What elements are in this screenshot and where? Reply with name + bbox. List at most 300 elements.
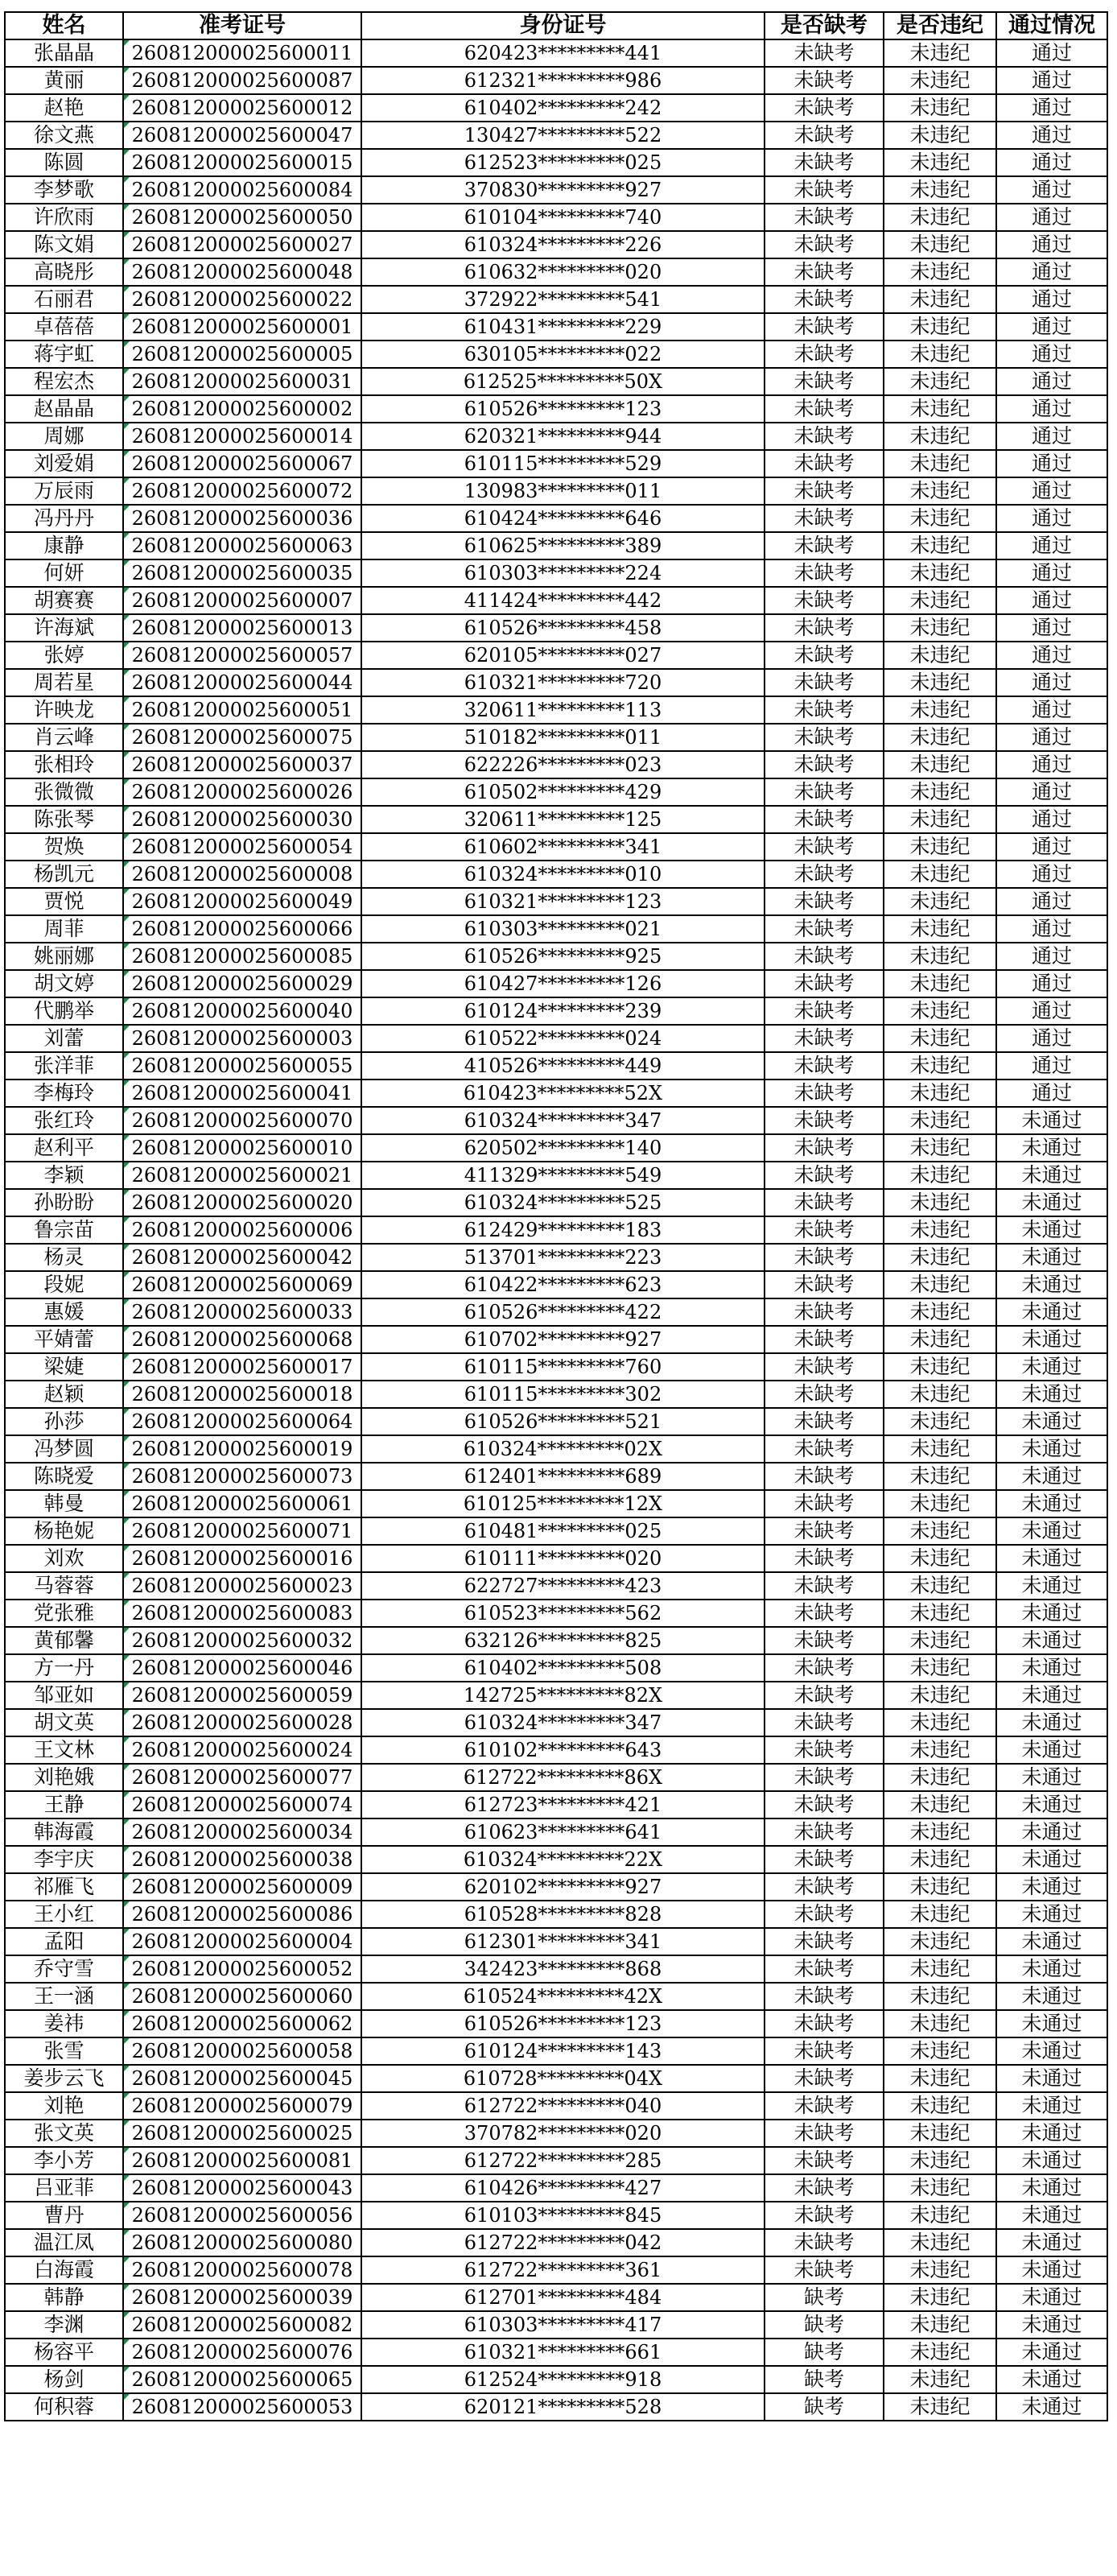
table-row[interactable] bbox=[5, 669, 1107, 696]
cell-name[interactable]: 许映龙 bbox=[5, 696, 123, 724]
cell-name[interactable]: 韩曼 bbox=[5, 1490, 123, 1517]
cell-cert-number[interactable]: 260812000025600018 bbox=[123, 1381, 361, 1408]
cell-id-number[interactable]: 610422*********623 bbox=[361, 1271, 765, 1298]
cell-name[interactable]: 徐文燕 bbox=[5, 122, 123, 149]
cell-cert-number[interactable]: 260812000025600041 bbox=[123, 1080, 361, 1107]
cell-cert-number[interactable]: 260812000025600058 bbox=[123, 2037, 361, 2065]
cell-cert-number[interactable]: 260812000025600078 bbox=[123, 2256, 361, 2284]
cell-id-number[interactable]: 610115*********529 bbox=[361, 450, 765, 477]
cell-absent[interactable]: 未缺考 bbox=[765, 1928, 884, 1955]
cell-violation[interactable]: 未违纪 bbox=[884, 696, 996, 724]
cell-absent[interactable]: 缺考 bbox=[765, 2393, 884, 2421]
cell-violation[interactable]: 未违纪 bbox=[884, 1052, 996, 1080]
cell-cert-number[interactable]: 260812000025600045 bbox=[123, 2065, 361, 2092]
table-row[interactable] bbox=[5, 778, 1107, 806]
cell-id-number[interactable]: 622727*********423 bbox=[361, 1572, 765, 1600]
cell-id-number[interactable]: 610321*********720 bbox=[361, 669, 765, 696]
cell-id-number[interactable]: 610324*********525 bbox=[361, 1189, 765, 1216]
cell-name[interactable]: 杨艳妮 bbox=[5, 1517, 123, 1545]
cell-id-number[interactable]: 610426*********427 bbox=[361, 2174, 765, 2202]
cell-pass-status[interactable]: 通过 bbox=[996, 806, 1107, 833]
cell-violation[interactable]: 未违纪 bbox=[884, 450, 996, 477]
cell-id-number[interactable]: 610124*********143 bbox=[361, 2037, 765, 2065]
cell-cert-number[interactable]: 260812000025600020 bbox=[123, 1189, 361, 1216]
column-header-pass-status[interactable]: 通过情况 bbox=[996, 12, 1107, 39]
cell-violation[interactable]: 未违纪 bbox=[884, 2174, 996, 2202]
cell-cert-number[interactable]: 260812000025600016 bbox=[123, 1545, 361, 1572]
cell-cert-number[interactable]: 260812000025600042 bbox=[123, 1244, 361, 1271]
cell-name[interactable]: 赵晶晶 bbox=[5, 395, 123, 423]
cell-id-number[interactable]: 610321*********661 bbox=[361, 2339, 765, 2366]
cell-absent[interactable]: 未缺考 bbox=[765, 2174, 884, 2202]
cell-name[interactable]: 曹丹 bbox=[5, 2202, 123, 2229]
table-row[interactable] bbox=[5, 2010, 1107, 2037]
table-row[interactable] bbox=[5, 1052, 1107, 1080]
cell-absent[interactable]: 未缺考 bbox=[765, 1134, 884, 1162]
cell-pass-status[interactable]: 未通过 bbox=[996, 1955, 1107, 1983]
cell-id-number[interactable]: 411329*********549 bbox=[361, 1162, 765, 1189]
cell-violation[interactable]: 未违纪 bbox=[884, 286, 996, 313]
cell-violation[interactable]: 未违纪 bbox=[884, 67, 996, 94]
cell-pass-status[interactable]: 通过 bbox=[996, 231, 1107, 258]
cell-absent[interactable]: 未缺考 bbox=[765, 1846, 884, 1873]
cell-cert-number[interactable]: 260812000025600052 bbox=[123, 1955, 361, 1983]
cell-violation[interactable]: 未违纪 bbox=[884, 1983, 996, 2010]
cell-id-number[interactable]: 612722*********86X bbox=[361, 1764, 765, 1791]
table-row[interactable] bbox=[5, 204, 1107, 231]
cell-cert-number[interactable]: 260812000025600009 bbox=[123, 1873, 361, 1901]
cell-absent[interactable]: 未缺考 bbox=[765, 1052, 884, 1080]
cell-pass-status[interactable]: 未通过 bbox=[996, 1600, 1107, 1627]
cell-violation[interactable]: 未违纪 bbox=[884, 368, 996, 395]
cell-name[interactable]: 代鹏举 bbox=[5, 997, 123, 1025]
cell-violation[interactable]: 未违纪 bbox=[884, 1873, 996, 1901]
cell-cert-number[interactable]: 260812000025600004 bbox=[123, 1928, 361, 1955]
cell-pass-status[interactable]: 未通过 bbox=[996, 1326, 1107, 1353]
cell-id-number[interactable]: 610526*********521 bbox=[361, 1408, 765, 1435]
cell-absent[interactable]: 未缺考 bbox=[765, 1572, 884, 1600]
table-row[interactable] bbox=[5, 39, 1107, 67]
cell-name[interactable]: 温江凤 bbox=[5, 2229, 123, 2256]
table-row[interactable] bbox=[5, 2284, 1107, 2311]
cell-id-number[interactable]: 610528*********828 bbox=[361, 1901, 765, 1928]
cell-violation[interactable]: 未违纪 bbox=[884, 915, 996, 943]
cell-violation[interactable]: 未违纪 bbox=[884, 1080, 996, 1107]
cell-name[interactable]: 冯丹丹 bbox=[5, 505, 123, 532]
cell-id-number[interactable]: 610402*********242 bbox=[361, 94, 765, 122]
cell-name[interactable]: 白海霞 bbox=[5, 2256, 123, 2284]
cell-pass-status[interactable]: 未通过 bbox=[996, 2366, 1107, 2393]
cell-absent[interactable]: 未缺考 bbox=[765, 2256, 884, 2284]
cell-violation[interactable]: 未违纪 bbox=[884, 477, 996, 505]
cell-name[interactable]: 陈晓爱 bbox=[5, 1463, 123, 1490]
cell-violation[interactable]: 未违纪 bbox=[884, 778, 996, 806]
cell-pass-status[interactable]: 未通过 bbox=[996, 1654, 1107, 1682]
table-row[interactable] bbox=[5, 587, 1107, 614]
cell-cert-number[interactable]: 260812000025600061 bbox=[123, 1490, 361, 1517]
cell-pass-status[interactable]: 通过 bbox=[996, 67, 1107, 94]
cell-name[interactable]: 姜步云飞 bbox=[5, 2065, 123, 2092]
cell-cert-number[interactable]: 260812000025600046 bbox=[123, 1654, 361, 1682]
cell-pass-status[interactable]: 未通过 bbox=[996, 2256, 1107, 2284]
cell-absent[interactable]: 未缺考 bbox=[765, 1682, 884, 1709]
cell-cert-number[interactable]: 260812000025600064 bbox=[123, 1408, 361, 1435]
table-row[interactable] bbox=[5, 2202, 1107, 2229]
cell-violation[interactable]: 未违纪 bbox=[884, 1463, 996, 1490]
cell-absent[interactable]: 未缺考 bbox=[765, 642, 884, 669]
cell-pass-status[interactable]: 未通过 bbox=[996, 1764, 1107, 1791]
cell-absent[interactable]: 未缺考 bbox=[765, 176, 884, 204]
table-row[interactable] bbox=[5, 1928, 1107, 1955]
cell-violation[interactable]: 未违纪 bbox=[884, 1107, 996, 1134]
cell-cert-number[interactable]: 260812000025600019 bbox=[123, 1435, 361, 1463]
cell-absent[interactable]: 未缺考 bbox=[765, 1764, 884, 1791]
cell-pass-status[interactable]: 未通过 bbox=[996, 2147, 1107, 2174]
cell-name[interactable]: 赵艳 bbox=[5, 94, 123, 122]
cell-absent[interactable]: 未缺考 bbox=[765, 970, 884, 997]
cell-violation[interactable]: 未违纪 bbox=[884, 1654, 996, 1682]
cell-absent[interactable]: 未缺考 bbox=[765, 1627, 884, 1654]
cell-id-number[interactable]: 612722*********040 bbox=[361, 2092, 765, 2120]
table-row[interactable] bbox=[5, 2256, 1107, 2284]
cell-name[interactable]: 李梦歌 bbox=[5, 176, 123, 204]
cell-absent[interactable]: 未缺考 bbox=[765, 559, 884, 587]
cell-pass-status[interactable]: 未通过 bbox=[996, 1216, 1107, 1244]
cell-pass-status[interactable]: 通过 bbox=[996, 915, 1107, 943]
cell-violation[interactable]: 未违纪 bbox=[884, 1791, 996, 1818]
cell-cert-number[interactable]: 260812000025600085 bbox=[123, 943, 361, 970]
cell-violation[interactable]: 未违纪 bbox=[884, 1189, 996, 1216]
table-row[interactable] bbox=[5, 1846, 1107, 1873]
cell-absent[interactable]: 未缺考 bbox=[765, 258, 884, 286]
cell-absent[interactable]: 未缺考 bbox=[765, 2202, 884, 2229]
cell-pass-status[interactable]: 通过 bbox=[996, 286, 1107, 313]
cell-absent[interactable]: 未缺考 bbox=[765, 1490, 884, 1517]
cell-violation[interactable]: 未违纪 bbox=[884, 2065, 996, 2092]
cell-name[interactable]: 李渊 bbox=[5, 2311, 123, 2339]
table-row[interactable] bbox=[5, 1682, 1107, 1709]
column-header-cert-number[interactable]: 准考证号 bbox=[123, 12, 361, 39]
cell-name[interactable]: 蒋宇虹 bbox=[5, 341, 123, 368]
table-row[interactable] bbox=[5, 1298, 1107, 1326]
table-row[interactable] bbox=[5, 1654, 1107, 1682]
cell-id-number[interactable]: 620105*********027 bbox=[361, 642, 765, 669]
cell-cert-number[interactable]: 260812000025600060 bbox=[123, 1983, 361, 2010]
cell-name[interactable]: 赵颖 bbox=[5, 1381, 123, 1408]
cell-name[interactable]: 乔守雪 bbox=[5, 1955, 123, 1983]
cell-pass-status[interactable]: 未通过 bbox=[996, 1791, 1107, 1818]
cell-pass-status[interactable]: 通过 bbox=[996, 642, 1107, 669]
cell-name[interactable]: 吕亚菲 bbox=[5, 2174, 123, 2202]
table-row[interactable] bbox=[5, 2065, 1107, 2092]
cell-id-number[interactable]: 410526*********449 bbox=[361, 1052, 765, 1080]
cell-id-number[interactable]: 620102*********927 bbox=[361, 1873, 765, 1901]
table-row[interactable] bbox=[5, 1435, 1107, 1463]
cell-violation[interactable]: 未违纪 bbox=[884, 861, 996, 888]
cell-cert-number[interactable]: 260812000025600050 bbox=[123, 204, 361, 231]
table-row[interactable] bbox=[5, 1353, 1107, 1381]
cell-cert-number[interactable]: 260812000025600015 bbox=[123, 149, 361, 176]
cell-cert-number[interactable]: 260812000025600057 bbox=[123, 642, 361, 669]
cell-violation[interactable]: 未违纪 bbox=[884, 122, 996, 149]
cell-cert-number[interactable]: 260812000025600079 bbox=[123, 2092, 361, 2120]
table-row[interactable] bbox=[5, 395, 1107, 423]
cell-cert-number[interactable]: 260812000025600007 bbox=[123, 587, 361, 614]
cell-name[interactable]: 韩静 bbox=[5, 2284, 123, 2311]
table-row[interactable] bbox=[5, 2311, 1107, 2339]
cell-absent[interactable]: 未缺考 bbox=[765, 1517, 884, 1545]
cell-violation[interactable]: 未违纪 bbox=[884, 1764, 996, 1791]
cell-id-number[interactable]: 610526*********458 bbox=[361, 614, 765, 642]
cell-id-number[interactable]: 610623*********641 bbox=[361, 1818, 765, 1846]
table-row[interactable] bbox=[5, 2037, 1107, 2065]
cell-violation[interactable]: 未违纪 bbox=[884, 2339, 996, 2366]
cell-pass-status[interactable]: 通过 bbox=[996, 176, 1107, 204]
cell-absent[interactable]: 未缺考 bbox=[765, 1600, 884, 1627]
cell-pass-status[interactable]: 未通过 bbox=[996, 1189, 1107, 1216]
cell-cert-number[interactable]: 260812000025600069 bbox=[123, 1271, 361, 1298]
cell-name[interactable]: 刘艳娥 bbox=[5, 1764, 123, 1791]
cell-pass-status[interactable]: 未通过 bbox=[996, 1928, 1107, 1955]
cell-violation[interactable]: 未违纪 bbox=[884, 1271, 996, 1298]
cell-name[interactable]: 杨灵 bbox=[5, 1244, 123, 1271]
cell-cert-number[interactable]: 260812000025600036 bbox=[123, 505, 361, 532]
cell-absent[interactable]: 未缺考 bbox=[765, 341, 884, 368]
cell-pass-status[interactable]: 通过 bbox=[996, 833, 1107, 861]
cell-cert-number[interactable]: 260812000025600017 bbox=[123, 1353, 361, 1381]
cell-pass-status[interactable]: 通过 bbox=[996, 505, 1107, 532]
cell-cert-number[interactable]: 260812000025600033 bbox=[123, 1298, 361, 1326]
cell-pass-status[interactable]: 通过 bbox=[996, 258, 1107, 286]
cell-cert-number[interactable]: 260812000025600001 bbox=[123, 313, 361, 341]
cell-id-number[interactable]: 630105*********022 bbox=[361, 341, 765, 368]
cell-id-number[interactable]: 372922*********541 bbox=[361, 286, 765, 313]
cell-id-number[interactable]: 370830*********927 bbox=[361, 176, 765, 204]
cell-cert-number[interactable]: 260812000025600032 bbox=[123, 1627, 361, 1654]
cell-id-number[interactable]: 632126*********825 bbox=[361, 1627, 765, 1654]
cell-violation[interactable]: 未违纪 bbox=[884, 2256, 996, 2284]
table-row[interactable] bbox=[5, 614, 1107, 642]
table-row[interactable] bbox=[5, 1134, 1107, 1162]
cell-absent[interactable]: 缺考 bbox=[765, 2339, 884, 2366]
cell-name[interactable]: 周菲 bbox=[5, 915, 123, 943]
cell-cert-number[interactable]: 260812000025600028 bbox=[123, 1709, 361, 1736]
cell-absent[interactable]: 未缺考 bbox=[765, 286, 884, 313]
cell-cert-number[interactable]: 260812000025600044 bbox=[123, 669, 361, 696]
cell-violation[interactable]: 未违纪 bbox=[884, 970, 996, 997]
cell-name[interactable]: 祁雁飞 bbox=[5, 1873, 123, 1901]
cell-absent[interactable]: 未缺考 bbox=[765, 1545, 884, 1572]
cell-absent[interactable]: 未缺考 bbox=[765, 1709, 884, 1736]
cell-violation[interactable]: 未违纪 bbox=[884, 1326, 996, 1353]
cell-violation[interactable]: 未违纪 bbox=[884, 559, 996, 587]
table-row[interactable] bbox=[5, 1189, 1107, 1216]
table-row[interactable] bbox=[5, 1627, 1107, 1654]
table-row[interactable] bbox=[5, 368, 1107, 395]
cell-name[interactable]: 张相玲 bbox=[5, 751, 123, 778]
cell-cert-number[interactable]: 260812000025600054 bbox=[123, 833, 361, 861]
cell-id-number[interactable]: 610324*********02X bbox=[361, 1435, 765, 1463]
table-row[interactable] bbox=[5, 1709, 1107, 1736]
cell-absent[interactable]: 未缺考 bbox=[765, 1955, 884, 1983]
cell-id-number[interactable]: 612723*********421 bbox=[361, 1791, 765, 1818]
cell-pass-status[interactable]: 未通过 bbox=[996, 2037, 1107, 2065]
table-row[interactable] bbox=[5, 997, 1107, 1025]
cell-name[interactable]: 黄丽 bbox=[5, 67, 123, 94]
table-row[interactable] bbox=[5, 1600, 1107, 1627]
cell-absent[interactable]: 未缺考 bbox=[765, 1216, 884, 1244]
cell-id-number[interactable]: 610402*********508 bbox=[361, 1654, 765, 1682]
table-row[interactable] bbox=[5, 1983, 1107, 2010]
cell-id-number[interactable]: 610111*********020 bbox=[361, 1545, 765, 1572]
cell-id-number[interactable]: 610728*********04X bbox=[361, 2065, 765, 2092]
cell-cert-number[interactable]: 260812000025600065 bbox=[123, 2366, 361, 2393]
table-row[interactable] bbox=[5, 176, 1107, 204]
cell-cert-number[interactable]: 260812000025600039 bbox=[123, 2284, 361, 2311]
cell-pass-status[interactable]: 通过 bbox=[996, 861, 1107, 888]
cell-absent[interactable]: 未缺考 bbox=[765, 1107, 884, 1134]
cell-id-number[interactable]: 610324*********347 bbox=[361, 1107, 765, 1134]
cell-violation[interactable]: 未违纪 bbox=[884, 149, 996, 176]
cell-absent[interactable]: 未缺考 bbox=[765, 1189, 884, 1216]
table-row[interactable] bbox=[5, 532, 1107, 559]
cell-violation[interactable]: 未违纪 bbox=[884, 1709, 996, 1736]
cell-cert-number[interactable]: 260812000025600080 bbox=[123, 2229, 361, 2256]
cell-violation[interactable]: 未违纪 bbox=[884, 1353, 996, 1381]
cell-absent[interactable]: 缺考 bbox=[765, 2311, 884, 2339]
cell-name[interactable]: 张红玲 bbox=[5, 1107, 123, 1134]
cell-name[interactable]: 黄郁馨 bbox=[5, 1627, 123, 1654]
cell-id-number[interactable]: 612722*********042 bbox=[361, 2229, 765, 2256]
cell-pass-status[interactable]: 未通过 bbox=[996, 1873, 1107, 1901]
table-row[interactable] bbox=[5, 642, 1107, 669]
cell-name[interactable]: 周若星 bbox=[5, 669, 123, 696]
cell-cert-number[interactable]: 260812000025600030 bbox=[123, 806, 361, 833]
cell-pass-status[interactable]: 未通过 bbox=[996, 2065, 1107, 2092]
cell-cert-number[interactable]: 260812000025600013 bbox=[123, 614, 361, 642]
table-row[interactable] bbox=[5, 1572, 1107, 1600]
cell-violation[interactable]: 未违纪 bbox=[884, 614, 996, 642]
cell-cert-number[interactable]: 260812000025600063 bbox=[123, 532, 361, 559]
cell-violation[interactable]: 未违纪 bbox=[884, 888, 996, 915]
table-row[interactable] bbox=[5, 149, 1107, 176]
table-row[interactable] bbox=[5, 94, 1107, 122]
cell-cert-number[interactable]: 260812000025600084 bbox=[123, 176, 361, 204]
cell-absent[interactable]: 未缺考 bbox=[765, 669, 884, 696]
cell-id-number[interactable]: 610526*********422 bbox=[361, 1298, 765, 1326]
cell-violation[interactable]: 未违纪 bbox=[884, 1846, 996, 1873]
cell-pass-status[interactable]: 通过 bbox=[996, 997, 1107, 1025]
cell-pass-status[interactable]: 通过 bbox=[996, 532, 1107, 559]
cell-name[interactable]: 邹亚如 bbox=[5, 1682, 123, 1709]
cell-cert-number[interactable]: 260812000025600011 bbox=[123, 39, 361, 67]
cell-name[interactable]: 姜祎 bbox=[5, 2010, 123, 2037]
cell-name[interactable]: 马蓉蓉 bbox=[5, 1572, 123, 1600]
cell-absent[interactable]: 未缺考 bbox=[765, 614, 884, 642]
cell-absent[interactable]: 未缺考 bbox=[765, 1381, 884, 1408]
cell-pass-status[interactable]: 通过 bbox=[996, 423, 1107, 450]
cell-name[interactable]: 万辰雨 bbox=[5, 477, 123, 505]
cell-pass-status[interactable]: 未通过 bbox=[996, 2229, 1107, 2256]
cell-pass-status[interactable]: 通过 bbox=[996, 477, 1107, 505]
cell-pass-status[interactable]: 通过 bbox=[996, 395, 1107, 423]
cell-violation[interactable]: 未违纪 bbox=[884, 1955, 996, 1983]
cell-pass-status[interactable]: 通过 bbox=[996, 313, 1107, 341]
cell-name[interactable]: 贾悦 bbox=[5, 888, 123, 915]
table-row[interactable] bbox=[5, 1490, 1107, 1517]
cell-violation[interactable]: 未违纪 bbox=[884, 1025, 996, 1052]
cell-id-number[interactable]: 342423*********868 bbox=[361, 1955, 765, 1983]
cell-id-number[interactable]: 610481*********025 bbox=[361, 1517, 765, 1545]
cell-cert-number[interactable]: 260812000025600012 bbox=[123, 94, 361, 122]
cell-name[interactable]: 党张雅 bbox=[5, 1600, 123, 1627]
table-row[interactable] bbox=[5, 559, 1107, 587]
cell-absent[interactable]: 未缺考 bbox=[765, 505, 884, 532]
cell-name[interactable]: 肖云峰 bbox=[5, 724, 123, 751]
cell-name[interactable]: 张雪 bbox=[5, 2037, 123, 2065]
cell-pass-status[interactable]: 未通过 bbox=[996, 1627, 1107, 1654]
cell-violation[interactable]: 未违纪 bbox=[884, 2147, 996, 2174]
cell-absent[interactable]: 未缺考 bbox=[765, 67, 884, 94]
cell-absent[interactable]: 未缺考 bbox=[765, 1463, 884, 1490]
table-row[interactable] bbox=[5, 122, 1107, 149]
cell-pass-status[interactable]: 未通过 bbox=[996, 2092, 1107, 2120]
table-row[interactable] bbox=[5, 313, 1107, 341]
cell-absent[interactable]: 未缺考 bbox=[765, 915, 884, 943]
table-row[interactable] bbox=[5, 423, 1107, 450]
cell-cert-number[interactable]: 260812000025600070 bbox=[123, 1107, 361, 1134]
cell-name[interactable]: 孙莎 bbox=[5, 1408, 123, 1435]
cell-cert-number[interactable]: 260812000025600034 bbox=[123, 1818, 361, 1846]
cell-id-number[interactable]: 610303*********021 bbox=[361, 915, 765, 943]
cell-cert-number[interactable]: 260812000025600082 bbox=[123, 2311, 361, 2339]
cell-cert-number[interactable]: 260812000025600022 bbox=[123, 286, 361, 313]
cell-violation[interactable]: 未违纪 bbox=[884, 724, 996, 751]
cell-id-number[interactable]: 610526*********925 bbox=[361, 943, 765, 970]
cell-absent[interactable]: 未缺考 bbox=[765, 204, 884, 231]
cell-violation[interactable]: 未违纪 bbox=[884, 423, 996, 450]
table-row[interactable] bbox=[5, 1244, 1107, 1271]
cell-absent[interactable]: 未缺考 bbox=[765, 1901, 884, 1928]
cell-absent[interactable]: 未缺考 bbox=[765, 1983, 884, 2010]
cell-pass-status[interactable]: 未通过 bbox=[996, 2311, 1107, 2339]
cell-id-number[interactable]: 610321*********123 bbox=[361, 888, 765, 915]
cell-id-number[interactable]: 142725*********82X bbox=[361, 1682, 765, 1709]
cell-name[interactable]: 卓蓓蓓 bbox=[5, 313, 123, 341]
cell-cert-number[interactable]: 260812000025600056 bbox=[123, 2202, 361, 2229]
cell-pass-status[interactable]: 通过 bbox=[996, 1025, 1107, 1052]
cell-cert-number[interactable]: 260812000025600049 bbox=[123, 888, 361, 915]
cell-absent[interactable]: 未缺考 bbox=[765, 1025, 884, 1052]
cell-violation[interactable]: 未违纪 bbox=[884, 2120, 996, 2147]
cell-absent[interactable]: 未缺考 bbox=[765, 532, 884, 559]
table-row[interactable] bbox=[5, 1408, 1107, 1435]
cell-pass-status[interactable]: 未通过 bbox=[996, 1107, 1107, 1134]
cell-cert-number[interactable]: 260812000025600005 bbox=[123, 341, 361, 368]
table-row[interactable] bbox=[5, 1162, 1107, 1189]
cell-pass-status[interactable]: 未通过 bbox=[996, 1162, 1107, 1189]
cell-absent[interactable]: 未缺考 bbox=[765, 1818, 884, 1846]
cell-absent[interactable]: 未缺考 bbox=[765, 1736, 884, 1764]
cell-violation[interactable]: 未违纪 bbox=[884, 176, 996, 204]
cell-pass-status[interactable]: 未通过 bbox=[996, 1244, 1107, 1271]
table-row[interactable] bbox=[5, 833, 1107, 861]
table-row[interactable] bbox=[5, 1517, 1107, 1545]
cell-absent[interactable]: 未缺考 bbox=[765, 2010, 884, 2037]
cell-pass-status[interactable]: 未通过 bbox=[996, 1408, 1107, 1435]
table-row[interactable] bbox=[5, 1818, 1107, 1846]
cell-absent[interactable]: 未缺考 bbox=[765, 2147, 884, 2174]
